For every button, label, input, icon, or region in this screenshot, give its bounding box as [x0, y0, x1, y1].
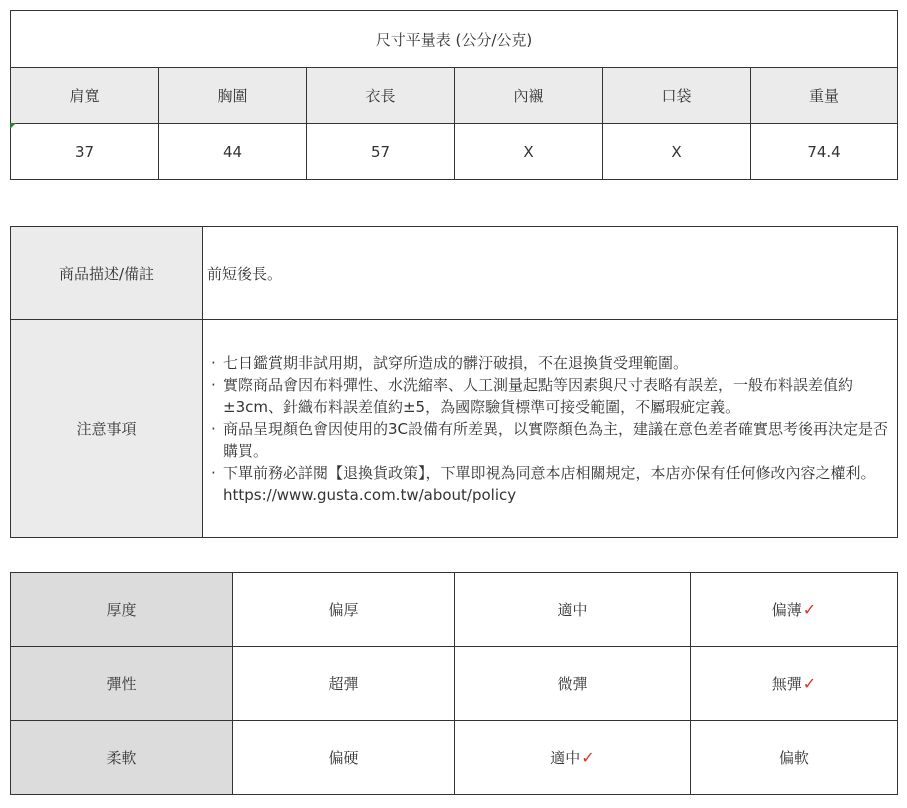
- header-weight: 重量: [751, 68, 898, 124]
- description-label: 商品描述/備註: [11, 227, 203, 320]
- texture-option: [691, 647, 898, 721]
- header-pocket: 口袋: [603, 68, 751, 124]
- note-bullet: ·: [211, 353, 216, 372]
- texture-label: 彈性: [11, 647, 233, 721]
- notes-content: [203, 320, 898, 538]
- note-item: [211, 462, 889, 506]
- check-icon: ✓: [802, 600, 817, 619]
- value-chest: 44: [159, 124, 307, 180]
- note-text: 七日鑑賞期非試用期，試穿所造成的髒汙破損，不在退換貨受理範圍。: [223, 353, 689, 372]
- option-text: 偏薄: [771, 601, 802, 619]
- option-text: 適中: [550, 749, 581, 767]
- texture-option: [233, 573, 455, 647]
- notes-label: 注意事項: [11, 320, 203, 538]
- option-text: 無彈: [771, 675, 802, 693]
- note-item: [211, 374, 889, 418]
- size-table: [10, 10, 898, 180]
- value-shoulder-text: 37: [74, 142, 95, 161]
- texture-option: [233, 721, 455, 795]
- check-icon: ✓: [802, 674, 817, 693]
- header-chest: 胸圍: [159, 68, 307, 124]
- texture-option: [691, 573, 898, 647]
- texture-option: [691, 721, 898, 795]
- header-shoulder: 肩寬: [11, 68, 159, 124]
- note-text: 商品呈現顏色會因使用的3C設備有所差異，以實際顏色為主，建議在意色差者確實思考後再決定是否購買。: [223, 419, 889, 460]
- texture-table: [10, 572, 898, 795]
- note-text: 下單前務必詳閱【退換貨政策】，下單即視為同意本店相關規定，本店亦保有任何修改內容之權利。https://www.gusta.com.tw/about/policy: [223, 463, 876, 504]
- texture-label: 厚度: [11, 573, 233, 647]
- texture-option: [455, 573, 691, 647]
- note-text: 實際商品會因布料彈性、水洗縮率、人工測量起點等因素與尺寸表略有誤差，一般布料誤差值約±3cm、針織布料誤差值約±5，為國際驗貨標準可接受範圍，不屬瑕疵定義。: [223, 375, 854, 416]
- texture-label: 柔軟: [11, 721, 233, 795]
- option-text: 適中: [557, 601, 588, 619]
- option-text: 偏軟: [778, 749, 809, 767]
- texture-option: [455, 721, 691, 795]
- header-length: 衣長: [307, 68, 455, 124]
- note-bullet: ·: [211, 375, 216, 394]
- texture-row-thickness: [11, 573, 898, 647]
- note-item: [211, 418, 889, 462]
- value-weight: 74.4: [751, 124, 898, 180]
- value-shoulder: [11, 124, 159, 180]
- note-bullet: ·: [211, 419, 216, 438]
- size-table-header-row: [11, 68, 898, 124]
- texture-row-elasticity: [11, 647, 898, 721]
- texture-row-softness: [11, 721, 898, 795]
- check-icon: ✓: [581, 748, 595, 767]
- value-length: 57: [307, 124, 455, 180]
- option-text: 微彈: [557, 675, 588, 693]
- size-table-title: 尺寸平量表 (公分/公克): [11, 11, 898, 68]
- notes-row: [11, 320, 898, 538]
- option-text: 超彈: [328, 675, 359, 693]
- note-bullet: ·: [211, 463, 216, 482]
- header-lining: 內襯: [455, 68, 603, 124]
- description-text: 前短後長。: [203, 227, 898, 320]
- texture-option: [233, 647, 455, 721]
- option-text: 偏厚: [328, 601, 359, 619]
- option-text: 偏硬: [328, 749, 359, 767]
- size-table-title-row: [11, 11, 898, 68]
- value-lining: X: [455, 124, 603, 180]
- size-table-value-row: [11, 124, 898, 180]
- description-row: [11, 227, 898, 320]
- note-item: [211, 352, 889, 374]
- texture-option: [455, 647, 691, 721]
- value-pocket: X: [603, 124, 751, 180]
- cell-corner-marker: [10, 123, 16, 129]
- description-table: [10, 226, 898, 538]
